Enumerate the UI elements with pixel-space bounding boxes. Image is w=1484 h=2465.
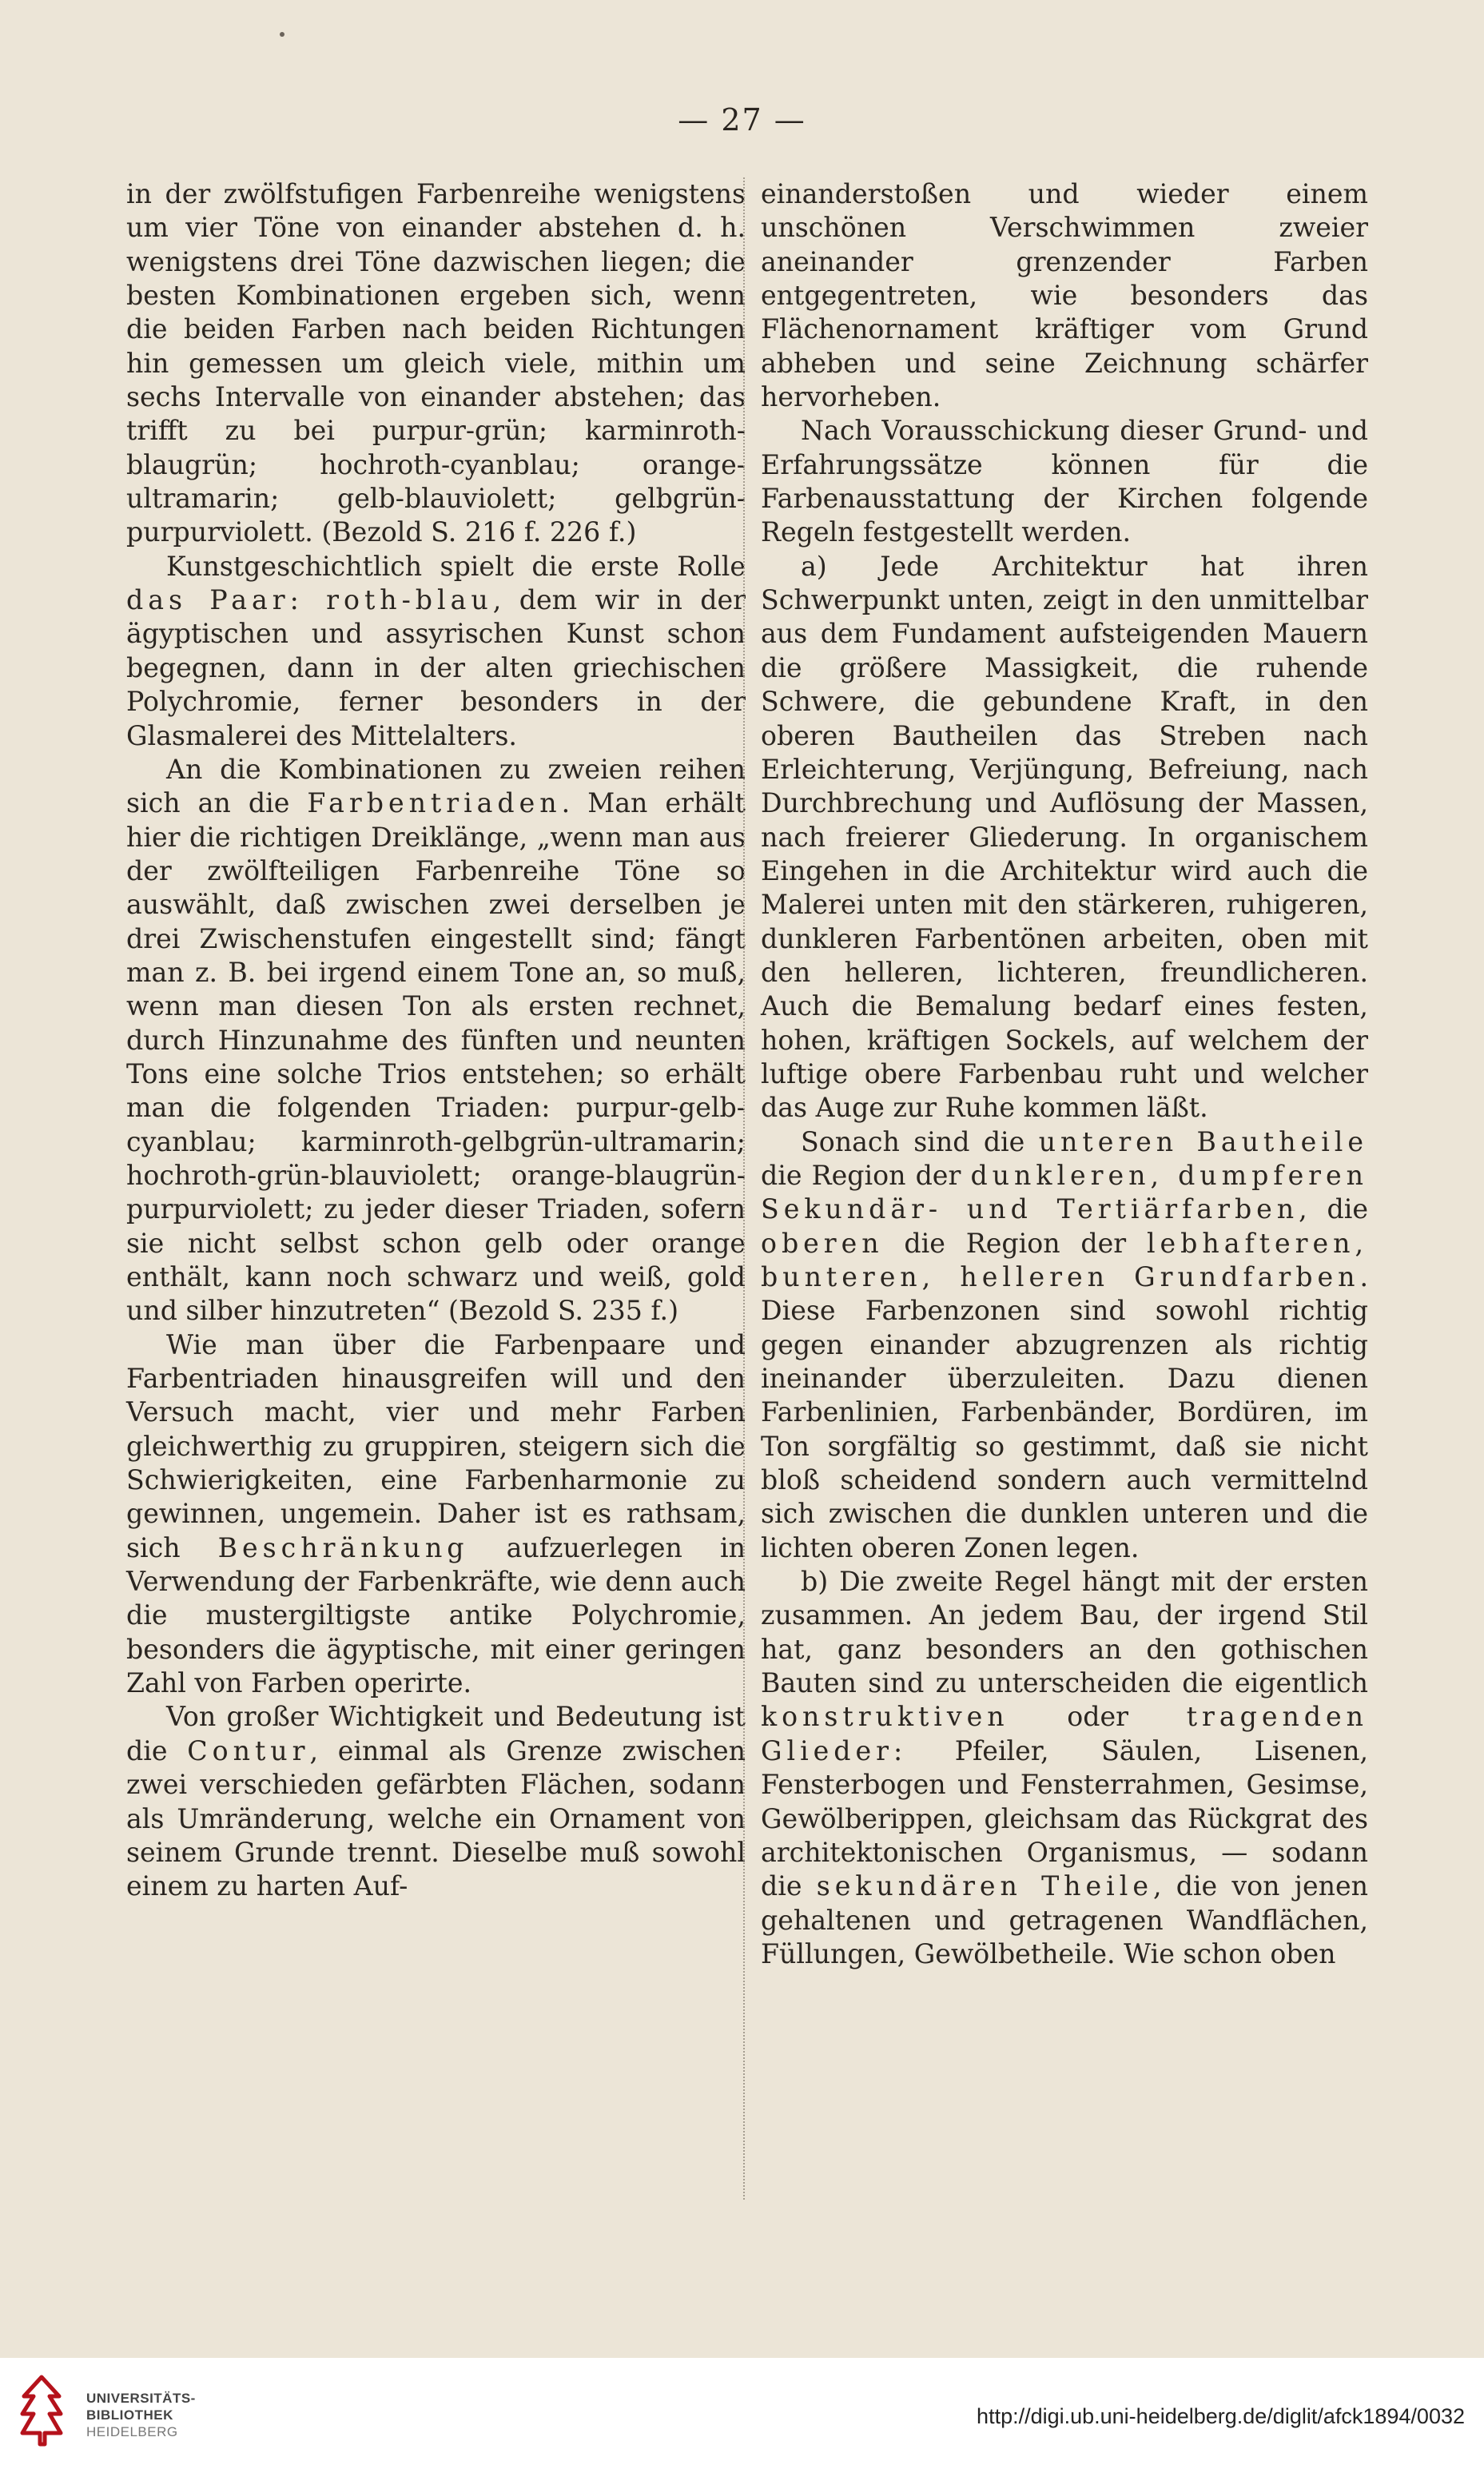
right-column bbox=[761, 177, 1368, 1971]
right-paragraph-2: Nach Vorausschickung dieser Grund- und Erfahrungssätze können für die Farbenausstattung der Kirchen folgende Regeln festgestellt werden. bbox=[761, 415, 1368, 548]
right-paragraph-1: einanderstoßen und wieder einem unschönen Verschwimmen zweier aneinander grenzender Farben entgegentreten, wie besonders das Flächenornament kräftiger vom Grund abheben und seine Zeichnung schärfer hervorheben. bbox=[761, 178, 1368, 413]
institution-name: UNIVERSITÄTS- BIBLIOTHEK HEIDELBERG bbox=[86, 2391, 196, 2439]
library-logo-icon bbox=[16, 2372, 67, 2449]
library-footer bbox=[0, 2358, 1484, 2465]
right-paragraph-5: b) Die zweite Regel hängt mit der ersten zusammen. An jedem Bau, der irgend Stil hat, ganz besonders an den gothischen Bauten sind zu unterscheiden die eigentlich konstruktiven oder tragenden Glieder: Pfeiler, Säulen, Lisenen, Fensterbogen und Fensterrahmen, Gesimse, Gewölberippen, gleichsam das Rückgrat des architektonischen Organismus, — sodann die sekundären Theile, die von jenen gehaltenen und getragenen Wandflächen, Füllungen, Gewölbetheile. Wie schon oben bbox=[761, 1566, 1368, 1969]
left-paragraph-3: An die Kombinationen zu zweien reihen sich an die Farbentriaden. Man erhält hier die richtigen Dreiklänge, „wenn man aus der zwölfteiligen Farbenreihe Töne so auswählt, daß zwischen zwei derselben je drei Zwischenstufen eingestellt sind; fängt man z. B. bei irgend einem Tone an, so muß, wenn man diesen Ton als ersten rechnet, durch Hinzunahme des fünften und neunten Tons eine solche Trios entstehen; so erhält man die folgenden Triaden: purpur-gelb-cyanblau; karminroth-gelbgrün-ultramarin; hochroth-grün-blauviolett; orange-blaugrün-purpurviolett; zu jeder dieser Triaden, sofern sie nicht selbst schon gelb oder orange enthält, kann noch schwarz und weiß, gold und silber hinzutreten“ (Bezold S. 235 f.) bbox=[126, 753, 746, 1327]
left-paragraph-1: in der zwölfstufigen Farbenreihe wenigstens um vier Töne von einander abstehen d. h. wenigstens drei Töne dazwischen liegen; die besten Kombinationen ergeben sich, wenn die beiden Farben nach beiden Richtungen hin gemessen um gleich viele, mithin um sechs Intervalle von einander abstehen; das trifft zu bei purpur-grün; karminroth-blaugrün; hochroth-cyanblau; orange-ultramarin; gelb-blauviolett; gelbgrün-purpurviolett. (Bezold S. 216 f. 226 f.) bbox=[126, 178, 746, 548]
column-divider bbox=[743, 177, 745, 2200]
right-paragraph-3: a) Jede Architektur hat ihren Schwerpunkt unten, zeigt in den unmittelbar aus dem Fundament aufsteigenden Mauern die größere Massigkeit, die ruhende Schwere, die gebundene Kraft, in den oberen Bautheilen das Streben nach Erleichterung, Verjüngung, Befreiung, nach Durchbrechung und Auflösung der Massen, nach freierer Gliederung. In organischem Eingehen in die Architektur wird auch die Malerei unten mit den stärkeren, ruhigeren, dunkleren Farbentönen arbeiten, oben mit den helleren, lichteren, freundlicheren. Auch die Bemalung bedarf eines festen, hohen, kräftigen Sockels, auf welchem der luftige obere Farbenbau ruht und welcher das Auge zur Ruhe kommen läßt. bbox=[761, 550, 1368, 1124]
left-paragraph-4: Wie man über die Farbenpaare und Farbentriaden hinausgreifen will und den Versuch macht, vier und mehr Farben gleichwerthig zu gruppiren, steigern sich die Schwierigkeiten, eine Farbenharmonie zu gewinnen, ungemein. Daher ist es rathsam, sich Beschränkung aufzuerlegen in Verwendung der Farbenkräfte, wie denn auch die mustergiltigste antike Polychromie, besonders die ägyptische, mit einer geringen Zahl von Farben operirte. bbox=[126, 1328, 746, 1699]
speck-mark bbox=[280, 32, 284, 37]
source-url-link[interactable]: http://digi.ub.uni-heidelberg.de/diglit/afck1894/0032 bbox=[977, 2404, 1465, 2428]
left-paragraph-5: Von großer Wichtigkeit und Bedeutung ist die Contur, einmal als Grenze zwischen zwei verschieden gefärbten Flächen, sodann als Umränderung, welche ein Ornament von seinem Grunde trennt. Dieselbe muß sowohl einem zu harten Auf- bbox=[126, 1701, 746, 1902]
left-paragraph-2: Kunstgeschichtlich spielt die erste Rolle das Paar: roth-blau, dem wir in der ägyptischen und assyrischen Kunst schon begegnen, dann in der alten griechischen Polychromie, ferner besonders in der Glasmalerei des Mittelalters. bbox=[126, 550, 746, 751]
left-column bbox=[126, 177, 746, 1904]
page-number: — 27 — bbox=[678, 102, 806, 137]
right-paragraph-4: Sonach sind die unteren Bautheile die Region der dunkleren, dumpferen Sekundär- und Tertiärfarben, die oberen die Region der lebhafteren, bunteren, helleren Grundfarben. Diese Farbenzonen sind sowohl richtig gegen einander abzugrenzen als richtig ineinander überzuleiten. Dazu dienen Farbenlinien, Farbenbänder, Bordüren, im Ton sorgfältig so gestimmt, daß sie nicht bloß scheidend sondern auch vermittelnd sich zwischen die dunklen unteren und die lichten oberen Zonen legen. bbox=[761, 1125, 1369, 1563]
